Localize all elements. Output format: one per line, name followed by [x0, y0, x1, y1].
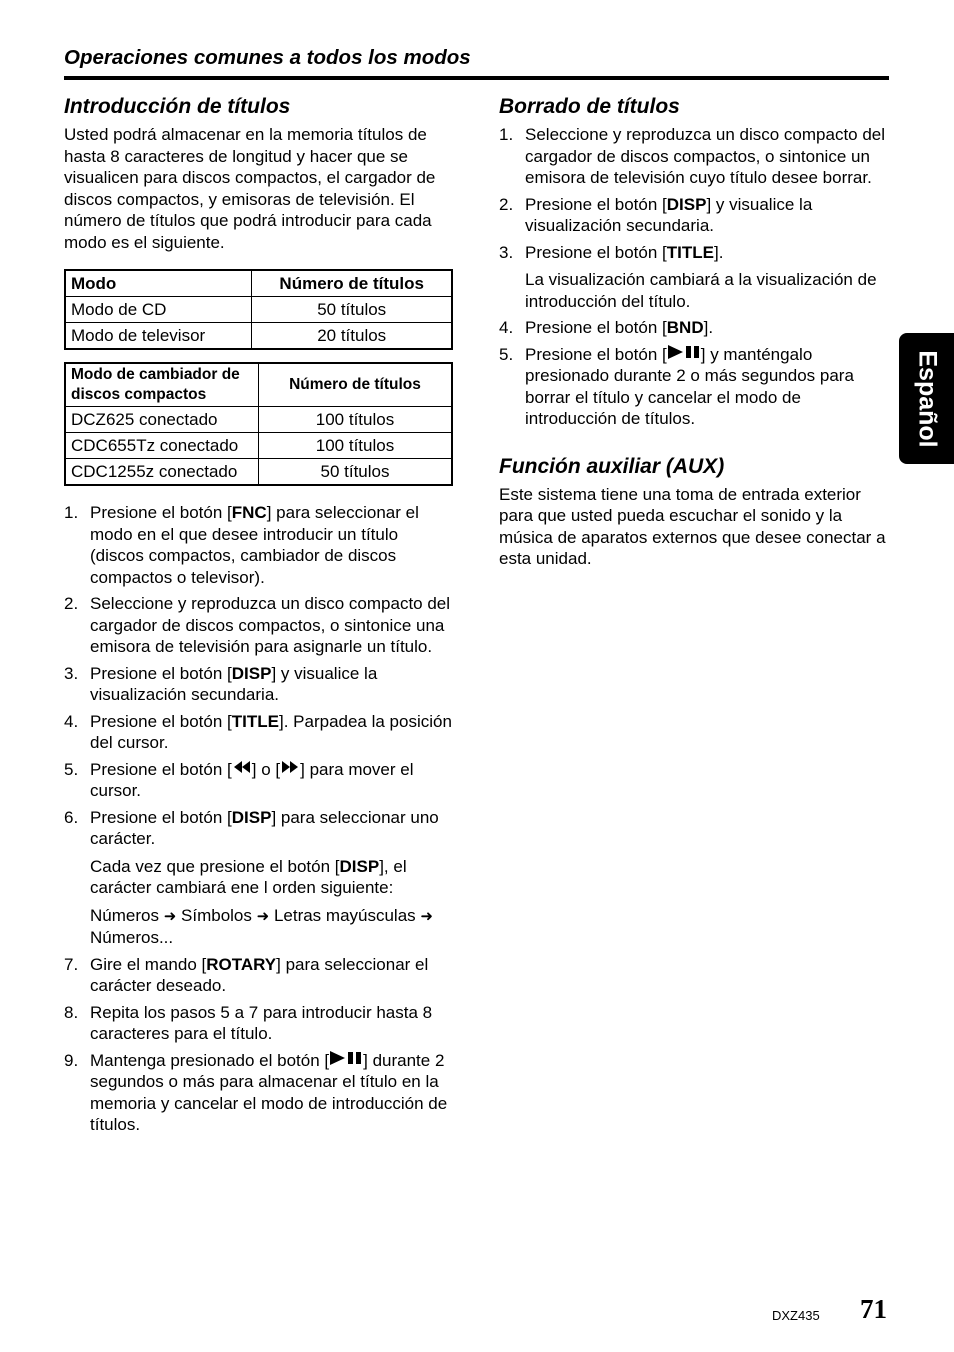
table-header-cell: Número de títulos — [259, 363, 453, 407]
step-text: ] para mover el cursor. — [90, 759, 414, 800]
step-text: Presione el botón [ — [90, 503, 232, 522]
button-key: FNC — [231, 503, 267, 522]
title-borrado: Borrado de títulos — [499, 95, 680, 118]
step-text: Presione el botón [ — [525, 242, 667, 262]
table-header-row — [65, 363, 452, 407]
language-tab — [899, 333, 954, 464]
table-cell: 100 títulos — [259, 433, 453, 459]
step-number: 4. — [499, 318, 514, 337]
step-text: ]. — [703, 318, 714, 337]
list-item — [64, 663, 456, 706]
list-item — [64, 807, 456, 949]
step-number: 9. — [64, 1050, 79, 1070]
step-number: 1. — [499, 125, 514, 144]
fast-forward-icon — [280, 760, 300, 779]
step-subtext: La visualización cambiará a la visualización de introducción del título. — [525, 270, 877, 311]
char-sequence — [90, 905, 456, 949]
arrow-right-icon: ➜ — [256, 907, 270, 925]
sequence-item: Letras mayúsculas — [273, 905, 416, 925]
table-cell: CDC1255z conectado — [65, 459, 259, 486]
step-text: Cada vez que presione el botón [ — [90, 856, 340, 876]
table-row — [65, 323, 452, 350]
table-cell: DCZ625 conectado — [65, 407, 259, 433]
modes-table — [64, 269, 453, 350]
step-text: Presione el botón [ — [525, 318, 667, 337]
step-text: Seleccione y reproduzca un disco compacto del cargador de discos compactos, o sintonice una emisora de televisión para asignarle un título. — [90, 594, 451, 656]
table-row — [65, 459, 452, 486]
page-number: 71 — [860, 1294, 887, 1324]
step-number: 7. — [64, 954, 79, 974]
step-text: Presione el botón [ — [90, 711, 232, 731]
table-cell: Modo de CD — [65, 297, 252, 323]
play-pause-icon — [329, 1051, 363, 1070]
button-key: ROTARY — [206, 954, 277, 974]
step-text: ] y visualice la visualización secundaria. — [525, 194, 813, 235]
list-item — [499, 194, 891, 237]
table-header-cell: Modo — [65, 270, 252, 297]
step-text: Repita los pasos 5 a 7 para introducir hasta 8 caracteres para el título. — [90, 1002, 433, 1043]
step-number: 8. — [64, 1002, 79, 1022]
arrow-right-icon: ➜ — [420, 907, 433, 925]
table-header-row — [65, 270, 452, 297]
list-item — [64, 711, 456, 754]
step-text: ] para seleccionar uno carácter. — [90, 807, 439, 848]
step-text: Presione el botón [ — [525, 194, 667, 214]
table-cell: 50 títulos — [252, 297, 452, 323]
step-text: Presione el botón [ — [90, 759, 232, 779]
list-item — [499, 344, 891, 430]
step-text: ] para seleccionar el modo en el que desee introducir un título (discos compactos, cambiador de discos compactos o televisor). — [90, 503, 419, 587]
step-number: 5. — [64, 759, 79, 779]
delete-steps-list — [499, 124, 891, 430]
step-text: Gire el mando [ — [90, 954, 207, 974]
table-cell: 50 títulos — [259, 459, 453, 486]
section-header: Operaciones comunes a todos los modos — [64, 46, 471, 69]
list-item — [64, 1050, 456, 1136]
step-text: Presione el botón [ — [90, 663, 232, 683]
step-text: Presione el botón [ — [90, 807, 232, 827]
table-cell: Modo de televisor — [65, 323, 252, 350]
step-text: ]. Parpadea la posición del cursor. — [90, 711, 452, 752]
title-aux: Función auxiliar (AUX) — [499, 454, 725, 478]
model-number: DXZ435 — [772, 1308, 820, 1323]
button-key: DISP — [666, 194, 707, 214]
step-number: 2. — [64, 594, 79, 613]
list-item — [64, 593, 456, 658]
step-text: Mantenga presionado el botón [ — [90, 1050, 330, 1070]
play-pause-icon — [667, 345, 701, 364]
step-text: ]. — [713, 242, 724, 262]
aux-paragraph: Este sistema tiene una toma de entrada exterior para que usted pueda escuchar el sonido y la música de aparatos externos que desee conectar a esta unidad. — [499, 484, 886, 568]
left-column — [64, 92, 456, 1141]
step-text: ] y manténgalo presionado durante 2 o más segundos para borrar el título y cancelar el modo de introducción de títulos. — [525, 344, 854, 428]
changer-table — [64, 362, 453, 486]
table-cell: CDC655Tz conectado — [65, 433, 259, 459]
title-introduccion: Introducción de títulos — [64, 95, 291, 118]
step-text: Seleccione y reproduzca un disco compacto del cargador de discos compactos, o sintonice un emisora de televisión cuyo título desee borrar. — [525, 125, 886, 187]
intro-paragraph: Usted podrá almacenar en la memoria títulos de hasta 8 caracteres de longitud y hacer que se visualicen para discos compactos, el cargador de discos compactos, y emisoras de televisión. El número de títulos que podrá introducir para cada modo es el siguiente. — [64, 125, 436, 252]
step-number: 3. — [64, 663, 79, 683]
list-item — [64, 954, 456, 997]
step-number: 3. — [499, 242, 514, 262]
button-key: BND — [666, 318, 704, 337]
table-cell: 20 títulos — [252, 323, 452, 350]
button-key: DISP — [231, 807, 272, 827]
list-item — [64, 502, 456, 588]
list-item — [499, 242, 891, 313]
step-text: ] para seleccionar el carácter deseado. — [90, 954, 429, 995]
table-header-cell: Modo de cambiador de discos compactos — [65, 363, 259, 407]
button-key: TITLE — [231, 711, 279, 731]
header-rule — [64, 76, 889, 80]
step-text: ] y visualice la visualización secundaria. — [90, 663, 378, 704]
list-item — [499, 124, 891, 189]
step-number: 4. — [64, 711, 79, 731]
table-header-cell: Número de títulos — [252, 270, 452, 297]
step-text: ] o [ — [251, 759, 281, 779]
table-cell: 100 títulos — [259, 407, 453, 433]
arrow-right-icon: ➜ — [163, 907, 177, 925]
sequence-item: Números... — [90, 928, 174, 947]
sequence-item: Números — [90, 905, 159, 925]
step-number: 5. — [499, 344, 514, 364]
table-row — [65, 407, 452, 433]
step-text: Presione el botón [ — [525, 344, 667, 364]
button-key: TITLE — [666, 242, 714, 262]
rewind-icon — [232, 760, 252, 779]
step-number: 6. — [64, 807, 79, 827]
step-text: ] durante 2 segundos o más para almacenar el título en la memoria y cancelar el modo de introducción de títulos. — [90, 1050, 448, 1134]
step-number: 2. — [499, 194, 514, 214]
language-tab-label: Español — [913, 349, 941, 448]
step-subtext — [90, 856, 456, 899]
list-item — [64, 759, 456, 802]
button-key: DISP — [339, 856, 380, 876]
list-item — [499, 317, 891, 339]
sequence-item: Símbolos — [181, 905, 252, 925]
table-row — [65, 433, 452, 459]
table-row — [65, 297, 452, 323]
intro-steps-list — [64, 502, 456, 1136]
button-key: DISP — [231, 663, 272, 683]
right-column — [499, 92, 891, 570]
step-text: ], el carácter cambiará ene l orden siguiente: — [90, 856, 407, 897]
step-number: 1. — [64, 503, 79, 522]
list-item — [64, 1002, 456, 1045]
